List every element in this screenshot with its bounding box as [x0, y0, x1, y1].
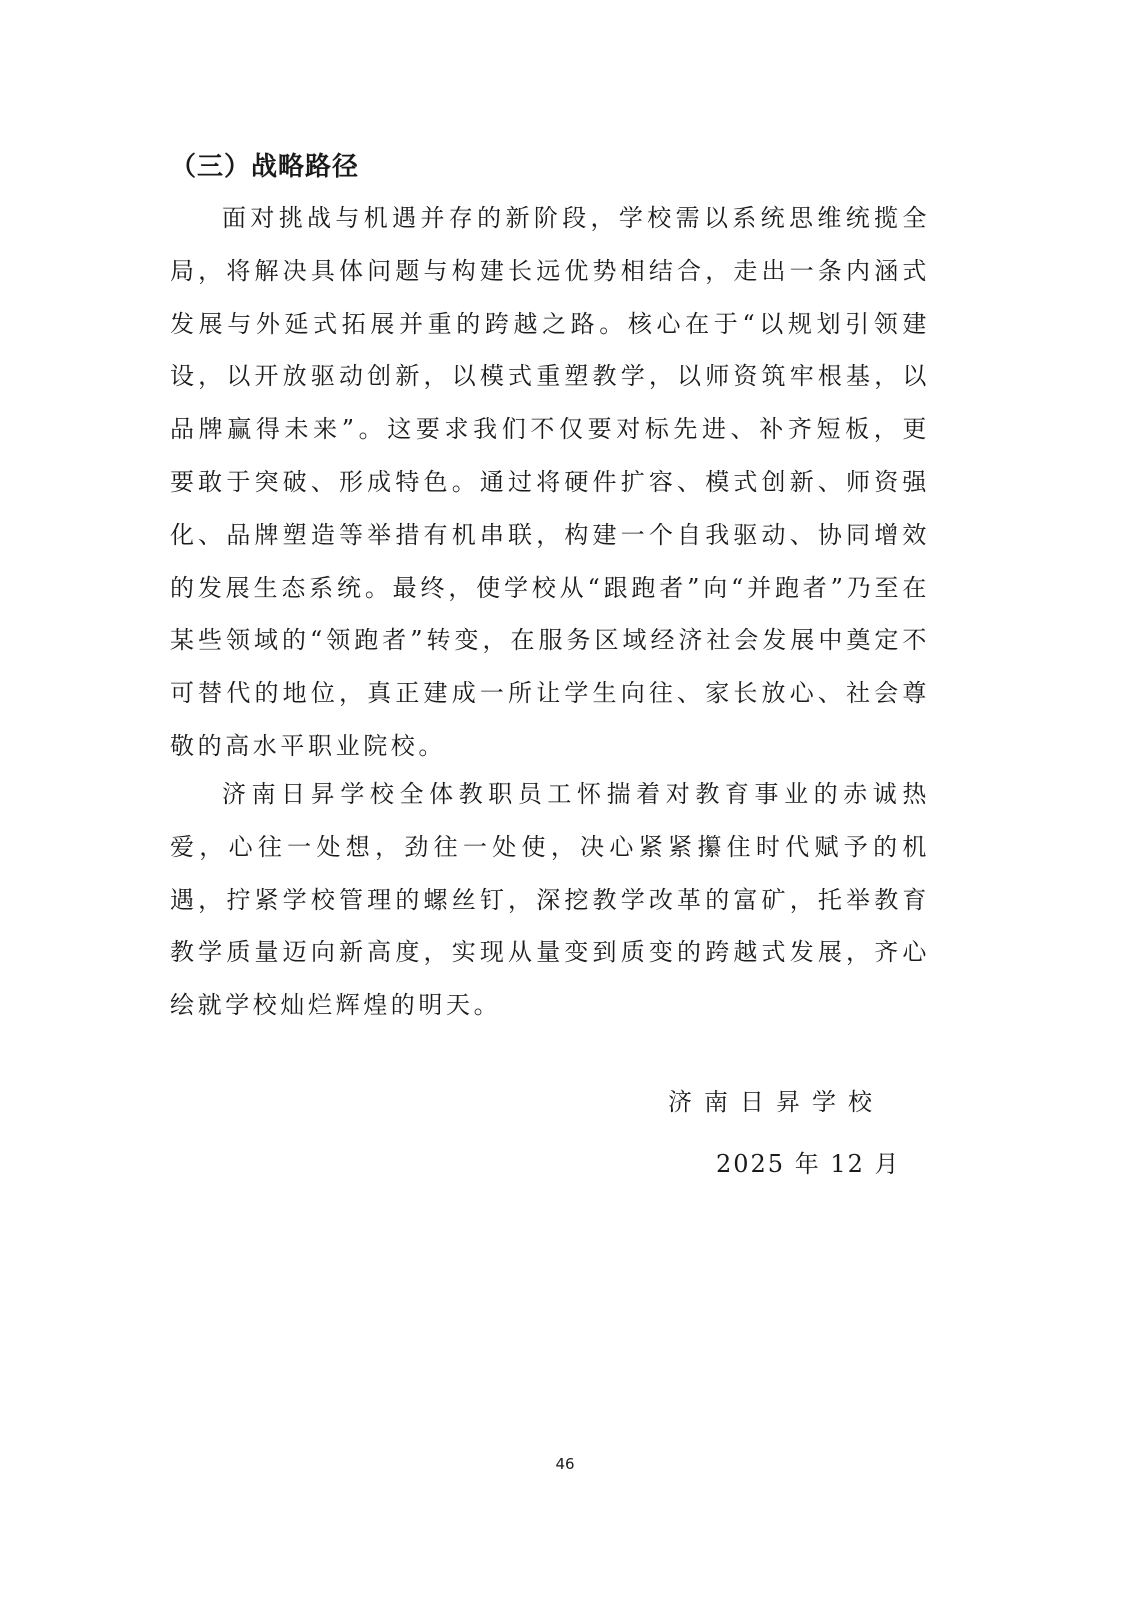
signature-organization: 济南日昇学校 — [668, 1088, 884, 1116]
page-number: 46 — [555, 1455, 575, 1473]
signature-date: 2025 年 12 月 — [716, 1150, 901, 1178]
body-paragraph-strategy: 面对挑战与机遇并存的新阶段，学校需以系统思维统揽全局，将解决具体问题与构建长远优势相结合，走出一条内涵式发展与外延式拓展并重的跨越之路。核心在于“以规划引领建设，以开放驱动创新，以模式重塑教学，以师资筑牢根基，以品牌赢得未来”。这要求我们不仅要对标先进、补齐短板，更要敢于突破、形成特色。通过将硬件扩容、模式创新、师资强化、品牌塑造等举措有机串联，构建一个自我驱动、协同增效的发展生态系统。最终，使学校从“跟跑者”向“并跑者”乃至在某些领域的“领跑者”转变，在服务区域经济社会发展中奠定不可替代的地位，真正建成一所让学生向往、家长放心、社会尊敬的高水平职业院校。 — [170, 204, 930, 760]
section-heading: （三）战略路径 — [170, 152, 360, 182]
body-paragraph-closing: 济南日昇学校全体教职员工怀揣着对教育事业的赤诚热爱，心往一处想，劲往一处使，决心紧紧攥住时代赋予的机遇，拧紧学校管理的螺丝钉，深挖教学改革的富矿，托举教育教学质量迈向新高度，实现从量变到质变的跨越式发展，齐心绘就学校灿烂辉煌的明天。 — [170, 780, 930, 1020]
